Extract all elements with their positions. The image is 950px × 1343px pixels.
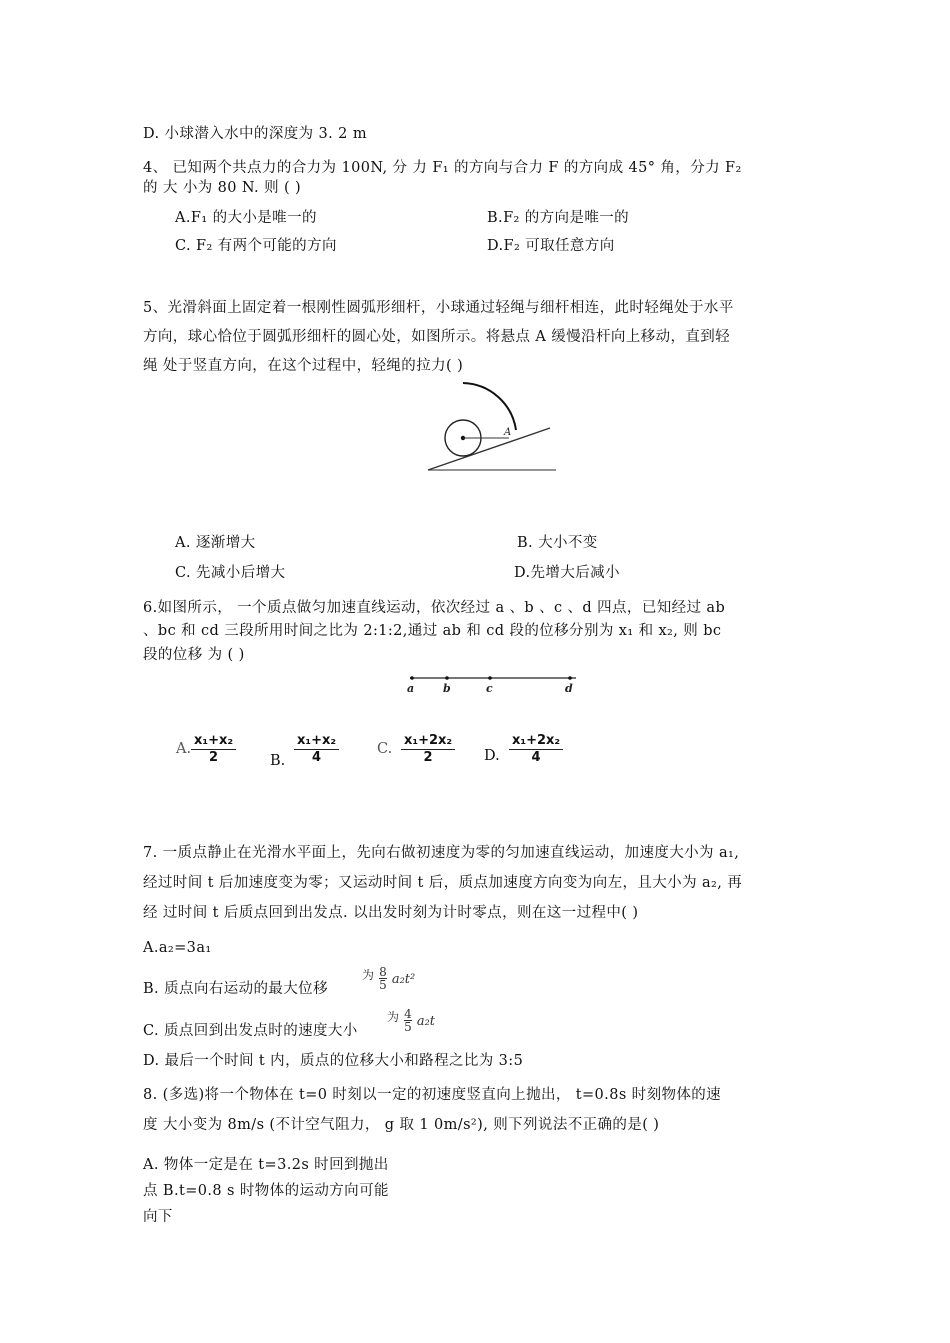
q4-stem-line2: 的 大 小为 80 N. 则 ( ) [143,180,302,196]
q6-option-a-label: A. [176,741,192,757]
point-c [488,676,492,680]
q6-option-a-fraction [191,733,236,766]
q7-stem-line2: 经过时间 t 后加速度变为零；又运动时间 t 后，质点加速度方向变为向左，且大小为 a₂, 再 [143,875,743,891]
q4-option-c: C. F₂ 有两个可能的方向 [175,238,337,254]
q3-option-d: D. 小球潜入水中的深度为 3. 2 m [143,126,367,142]
q5-option-d: D.先增大后减小 [514,565,620,581]
q6-option-d-fraction [509,733,563,766]
q7-option-b-fraction [379,966,387,991]
q6-option-b-fraction [294,733,339,766]
q6-option-b-denominator: 4 [312,750,322,765]
q6-option-d-label: D. [484,748,500,764]
q7-option-c-text: C. 质点回到出发点时的速度大小 [143,1023,358,1039]
q6-option-c-label: C. [377,741,393,757]
arc-rod [463,383,516,430]
q7-option-b-text: B. 质点向右运动的最大位移 [143,981,328,997]
q7-option-b-formula [362,966,415,991]
q7-option-b-formula-tail: a₂t² [391,972,416,987]
q7-option-d: D. 最后一个时间 t 内，质点的位移大小和路程之比为 3:5 [143,1053,524,1069]
q5-incline-figure [420,380,565,475]
point-a-label: A [504,427,512,438]
q7-option-a: A.a₂=3a₁ [143,940,212,956]
q6-option-a-denominator: 2 [209,750,219,765]
q4-option-b: B.F₂ 的方向是唯一的 [487,210,630,226]
q6-option-c-numerator: x₁+2x₂ [401,733,455,750]
q8-option-a-line3: 向下 [143,1209,173,1225]
q7-option-c-fraction [404,1008,412,1033]
q6-stem-line3: 段的位移 为 ( ) [143,647,245,663]
q5-option-a: A. 逐渐增大 [175,535,256,551]
q4-option-a: A.F₁ 的大小是唯一的 [175,210,317,226]
q6-line-figure [400,670,585,698]
q6-option-c-denominator: 2 [423,750,433,765]
q7-stem-line3: 经 过时间 t 后质点回到出发点. 以出发时刻为计时零点，则在这一过程中( ) [143,905,639,921]
q5-stem-line3: 绳 处于竖直方向，在这个过程中，轻绳的拉力( ) [143,358,464,374]
q6-option-d-numerator: x₁+2x₂ [509,733,563,750]
incline-line [428,428,550,470]
q6-option-b-numerator: x₁+x₂ [294,733,339,750]
q4-option-d: D.F₂ 可取任意方向 [487,238,615,254]
point-c-label: c [486,682,493,695]
q7-stem-line1: 7. 一质点静止在光滑水平面上，先向右做初速度为零的匀加速直线运动，加速度大小为 a₁, [143,845,740,861]
q5-option-b: B. 大小不变 [517,535,598,551]
q5-stem-line1: 5、光滑斜面上固定着一根刚性圆弧形细杆，小球通过轻绳与细杆相连，此时轻绳处于水平 [143,300,734,316]
q7-option-b-numerator: 8 [379,965,387,979]
q8-stem-line2: 度 大小变为 8m/s (不计空气阻力， g 取 1 0m/s²), 则下列说法不正确的是( ) [143,1117,660,1133]
q7-option-c-denominator: 5 [404,1020,412,1034]
q7-option-b-denominator: 5 [379,978,387,992]
q6-stem-line1: 6.如图所示， 一个质点做匀加速直线运动，依次经过 a 、b 、c 、d 四点，已知经过 ab [143,600,726,616]
q5-option-c: C. 先减小后增大 [175,565,286,581]
q6-option-a-numerator: x₁+x₂ [191,733,236,750]
point-a-label: a [407,682,415,695]
q5-stem-line2: 方向，球心恰位于圆弧形细杆的圆心处，如图所示。将悬点 A 缓慢沿杆向上移动，直到轻 [143,329,731,345]
q6-option-d-denominator: 4 [531,750,541,765]
q7-option-b-formula-prefix: 为 [362,968,375,982]
q7-option-c-formula-prefix: 为 [387,1010,400,1024]
q6-stem-line2: 、bc 和 cd 三段所用时间之比为 2:1:2,通过 ab 和 cd 段的位移分别为 x₁ 和 x₂, 则 bc [143,623,722,639]
q8-option-a-line1: A. 物体一定是在 t=3.2s 时回到抛出 [143,1157,389,1173]
q7-option-c-numerator: 4 [404,1007,412,1021]
point-a [410,676,414,680]
q4-stem-line1: 4、 已知两个共点力的合力为 100N, 分 力 F₁ 的方向与合力 F 的方向成 45° 角，分力 F₂ [143,160,742,176]
q8-stem-line1: 8. (多选)将一个物体在 t=0 时刻以一定的初速度竖直向上抛出， t=0.8s 时刻物体的速 [143,1087,722,1103]
point-b-label: b [443,682,451,695]
q7-option-c-formula-tail: a₂t [416,1014,436,1029]
point-b [445,676,449,680]
q8-option-a-line2: 点 B.t=0.8 s 时物体的运动方向可能 [143,1183,389,1199]
q7-option-c-formula [387,1008,435,1033]
q6-option-b-label: B. [270,753,286,769]
point-d [568,676,572,680]
q6-option-c-fraction [401,733,455,766]
point-d-label: d [565,682,573,695]
